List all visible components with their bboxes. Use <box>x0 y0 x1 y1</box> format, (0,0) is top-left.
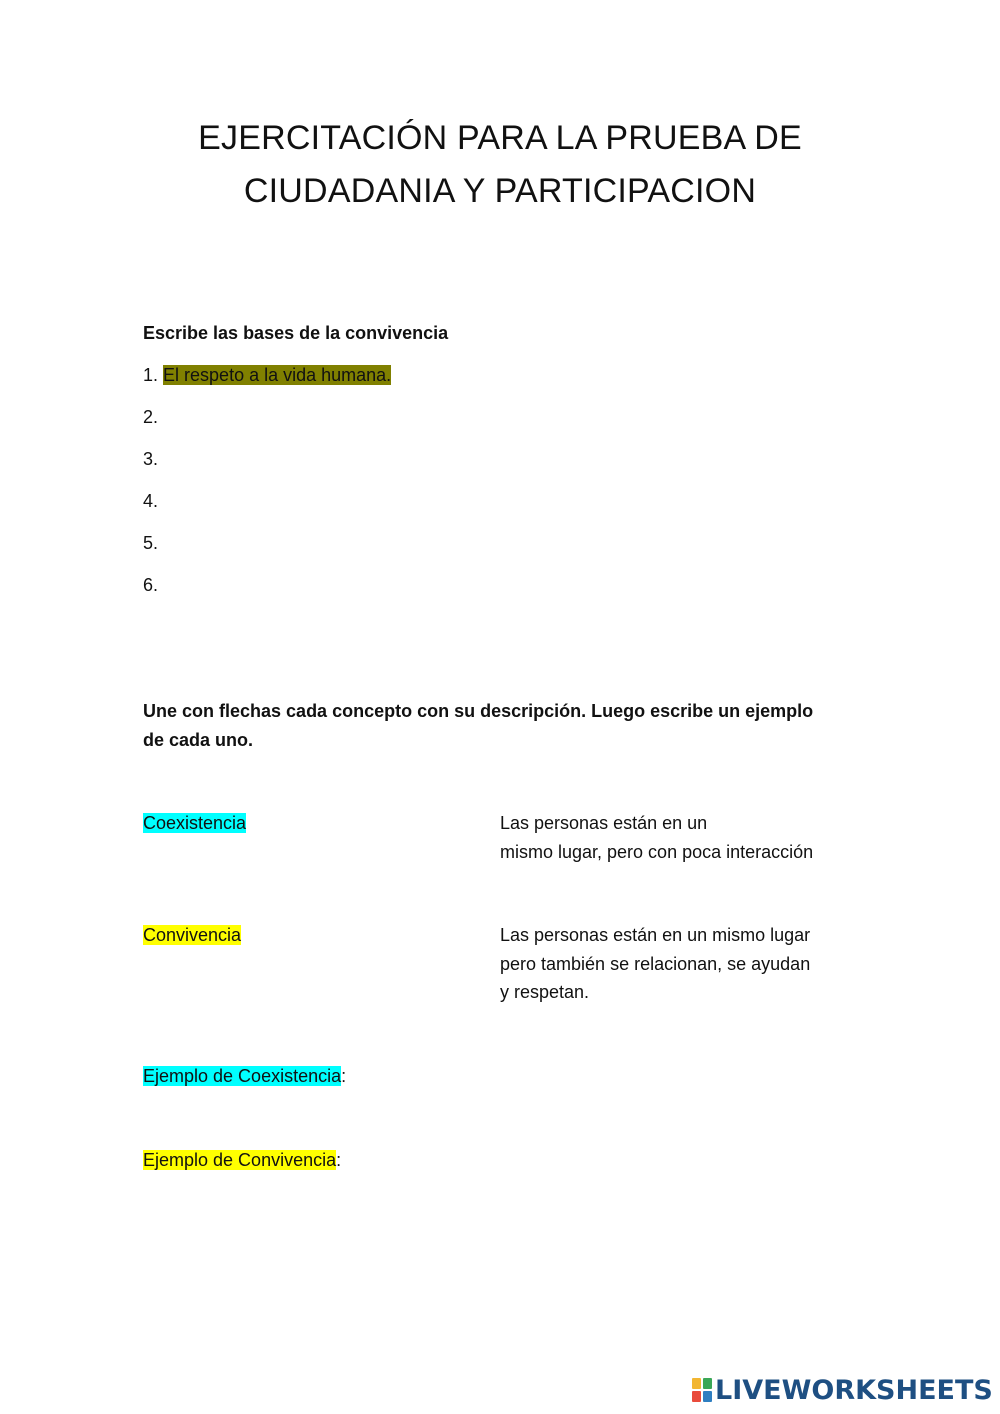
concept-convivencia[interactable] <box>143 921 241 950</box>
list-item <box>143 573 158 597</box>
description-2[interactable] <box>500 921 810 1007</box>
example-convivencia <box>143 1146 341 1175</box>
list-item-number: 4. <box>143 491 159 511</box>
list-item-number: 5. <box>143 533 159 553</box>
list-item-number: 3. <box>143 449 159 469</box>
section2-heading-line-2: de cada uno. <box>143 730 254 750</box>
description-line: Las personas están en un mismo lugar <box>500 925 811 945</box>
title-line-1: EJERCITACIÓN PARA LA PRUEBA DE <box>198 119 802 157</box>
title-line-2: CIUDADANIA Y PARTICIPACION <box>243 172 757 210</box>
example-colon: : <box>336 1150 342 1170</box>
list-item <box>143 363 391 387</box>
list-item-answer[interactable]: El respeto a la vida humana. <box>163 365 392 385</box>
list-item-number: 2. <box>143 407 159 427</box>
logo-text: LIVEWORKSHEETS <box>715 1374 993 1406</box>
concept-label: Coexistencia <box>143 813 247 833</box>
section2-heading-line-1: Une con flechas cada concepto con su descripción. Luego escribe un ejemplo <box>143 701 814 721</box>
example-label: Ejemplo de Convivencia <box>143 1150 337 1170</box>
concept-coexistencia[interactable] <box>143 809 246 838</box>
description-line: pero también se relacionan, se ayudan <box>500 953 811 974</box>
example-label: Ejemplo de Coexistencia <box>143 1066 342 1086</box>
list-item-number: 1. <box>143 365 159 385</box>
concept-label: Convivencia <box>143 925 242 945</box>
description-line: y respetan. <box>500 982 590 1002</box>
description-line: Las personas están en un <box>500 813 708 833</box>
section2-heading <box>143 697 883 755</box>
list-item-number: 6. <box>143 575 159 595</box>
example-colon: : <box>341 1066 347 1086</box>
description-1[interactable] <box>500 809 813 866</box>
list-item <box>143 447 158 471</box>
description-line: mismo lugar, pero con poca interacción <box>500 841 814 862</box>
page-title <box>0 112 1000 218</box>
list-item <box>143 489 158 513</box>
section1-heading: Escribe las bases de la convivencia <box>143 323 449 343</box>
liveworksheets-logo <box>692 1374 993 1406</box>
logo-squares-icon <box>692 1378 712 1402</box>
example-coexistencia <box>143 1062 346 1091</box>
list-item <box>143 531 158 555</box>
list-item <box>143 405 158 429</box>
